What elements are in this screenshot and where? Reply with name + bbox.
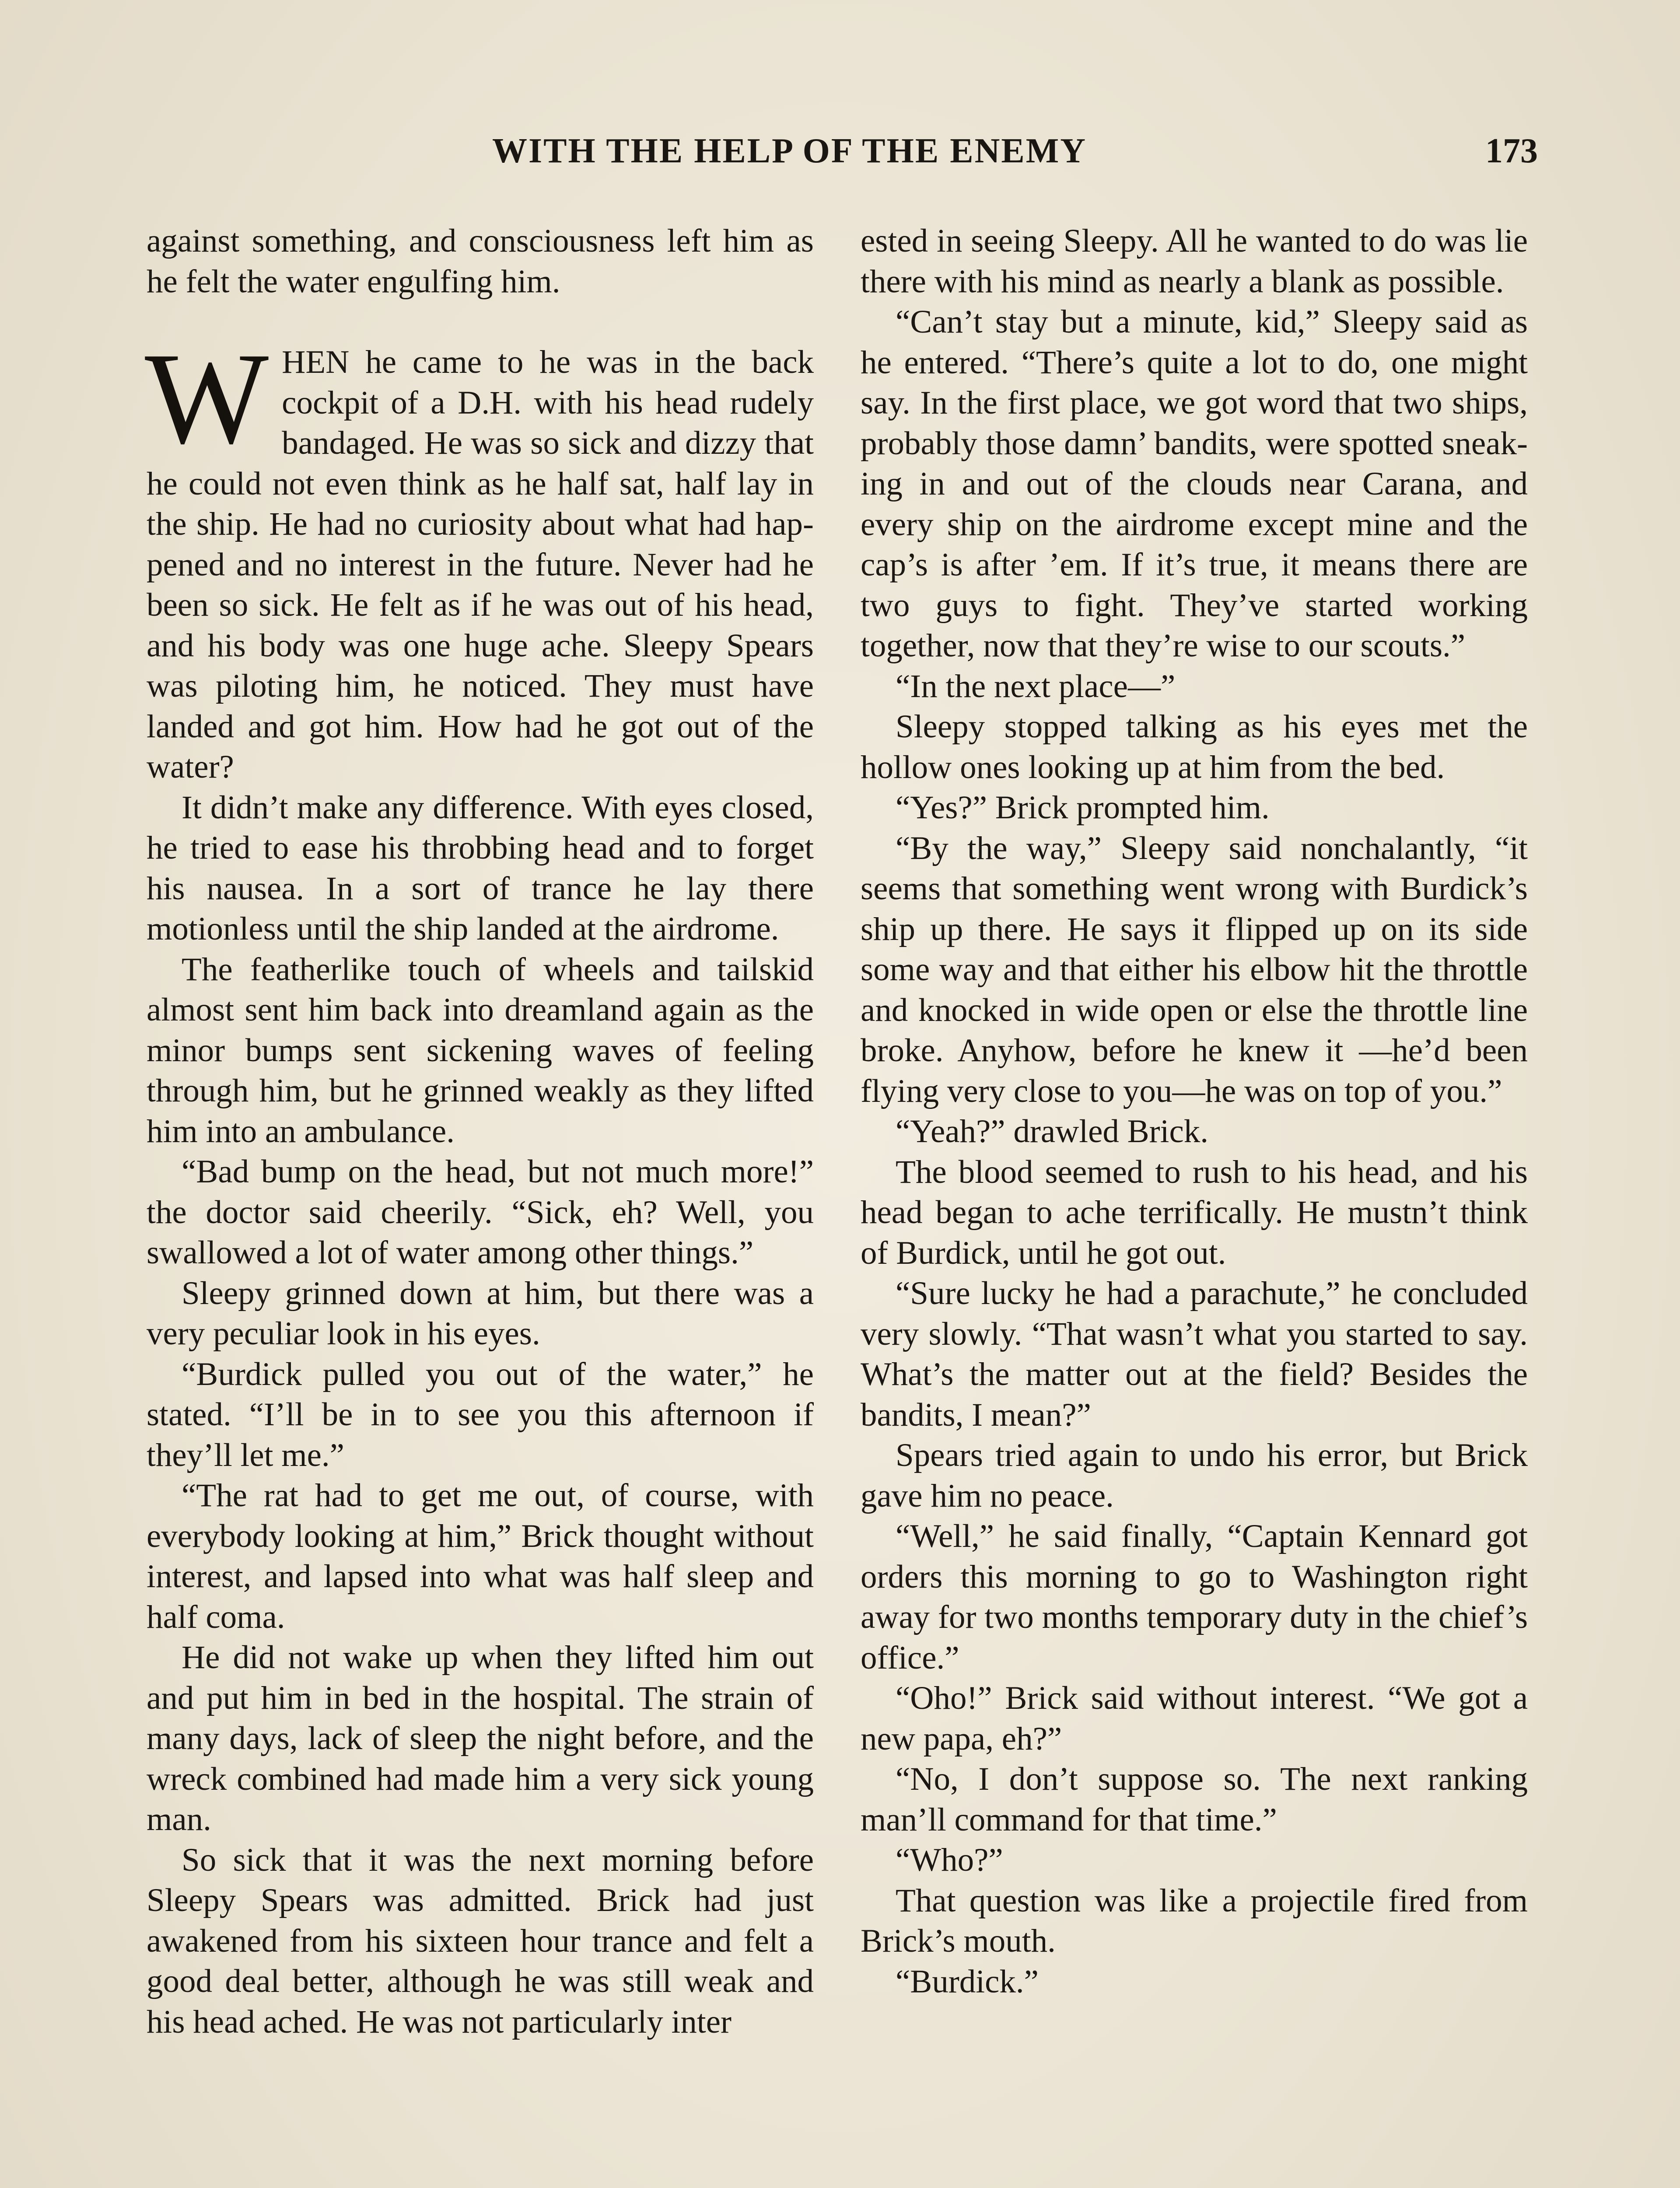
paragraph: against something, and consciousness left him as he felt the water engulfing him. — [147, 223, 814, 300]
right-column — [861, 221, 1528, 2002]
paragraph: “In the next place—” — [896, 668, 1176, 705]
paragraph: “Yes?” Brick prompted him. — [896, 789, 1270, 826]
paragraph: “Oho!” Brick said without interest. “We got a new papa, eh?” — [861, 1680, 1528, 1757]
paragraph: “Sure lucky he had a parachute,” he concluded very slowly. “That wasn’t what you started to say. What’s the matter out at the field? Besides the bandits, I mean?” — [861, 1275, 1528, 1433]
paragraph: “The rat had to get me out, of course, with everybody looking at him,” Brick thought without interest, and lapsed into what was half sleep and half coma. — [147, 1477, 814, 1635]
paragraph: The blood seemed to rush to his head, and his head began to ache terrifically. He mustn’t think of Burdick, until he got out. — [861, 1154, 1528, 1271]
paragraph: “Bad bump on the head, but not much more!” the doctor said cheerily. “Sick, eh? Well, you swallowed a lot of water among other things.” — [147, 1154, 814, 1271]
paragraph: “Yeah?” drawled Brick. — [896, 1113, 1209, 1150]
paragraph: That question was like a projectile fired from Brick’s mouth. — [861, 1882, 1528, 1959]
running-title: WITH THE HELP OF THE ENEMY — [492, 132, 1087, 170]
paragraph: The featherlike touch of wheels and tailskid almost sent him back into dreamland again as the minor bumps sent sickening waves of feeling through him, but he grinned weakly as they lifted him into an ambulance. — [147, 951, 814, 1150]
paragraph: ested in seeing Sleepy. All he wanted to do was lie there with his mind as nearly a blank as possible. — [861, 223, 1528, 300]
page-number: 173 — [1485, 132, 1538, 170]
paragraph-text: he came to he was in the back cockpit of a D.H. with his head rudely bandaged. He was so sick and dizzy that he could not even think as he half sat, half lay in the ship. He had no curiosity about what had happened and no interest in the future. Never had he been so sick. He felt as if he was out of his head, and his body was one huge ache. Sleepy Spears was piloting him, he noticed. They must have landed and got him. How had he got out of the water? — [147, 344, 814, 785]
paragraph: “Well,” he said finally, “Captain Kennard got orders this morning to go to Washington right away for two months temporary duty in the chief’s office.” — [861, 1518, 1528, 1676]
paragraph: Sleepy stopped talking as his eyes met the hollow ones looking up at him from the bed. — [861, 708, 1528, 785]
paragraph: He did not wake up when they lifted him out and put him in bed in the hospital. The strain of many days, lack of sleep the night before, and the wreck combined had made him a very sick young man. — [147, 1639, 814, 1837]
paragraph: “No, I don’t suppose so. The next ranking man’ll command for that time.” — [861, 1761, 1528, 1838]
paragraph: It didn’t make any difference. With eyes closed, he tried to ease his throbbing head and to forget his nausea. In a sort of trance he lay there motionless until the ship landed at the airdrome. — [147, 789, 814, 947]
paragraph: Sleepy grinned down at him, but there was a very peculiar look in his eyes. — [147, 1275, 814, 1352]
section-opening-paragraph — [145, 326, 814, 788]
paragraph: “Burdick pulled you out of the water,” he stated. “I’ll be in to see you this afternoon if they’ll let me.” — [147, 1356, 814, 1473]
paragraph: “Can’t stay but a minute, kid,” Sleepy said as he entered. “There’s quite a lot to do, one might say. In the first place, we got word that two ships, probably those damn’ bandits, were spotted sneaking in and out of the clouds near Carana, and every ship on the airdrome except mine and the cap’s is after ’em. If it’s true, it means there are two guys to fight. They’ve started working together, now that they’re wise to our scouts.” — [861, 304, 1528, 664]
left-column — [147, 221, 814, 2042]
drop-cap: W — [145, 326, 269, 471]
paragraph: “Burdick.” — [896, 1963, 1039, 2000]
paragraph: “Who?” — [896, 1842, 1003, 1878]
paragraph: Spears tried again to undo his error, but Brick gave him no peace. — [861, 1437, 1528, 1514]
paragraph: “By the way,” Sleepy said nonchalantly, “it seems that something went wrong with Burdick’s ship up there. He says it flipped up on its side some way and that either his elbow hit the throttle and knocked in wide open or else the throttle line broke. Anyhow, before he knew it —he’d been flying very close to you—he was on top of you.” — [861, 830, 1528, 1109]
paragraph: So sick that it was the next morning before Sleepy Spears was admitted. Brick had just awakened from his sixteen hour trance and felt a good deal better, although he was still weak and his head ached. He was not particularly inter — [147, 1841, 814, 2040]
lead-in-word: HEN — [282, 344, 350, 380]
